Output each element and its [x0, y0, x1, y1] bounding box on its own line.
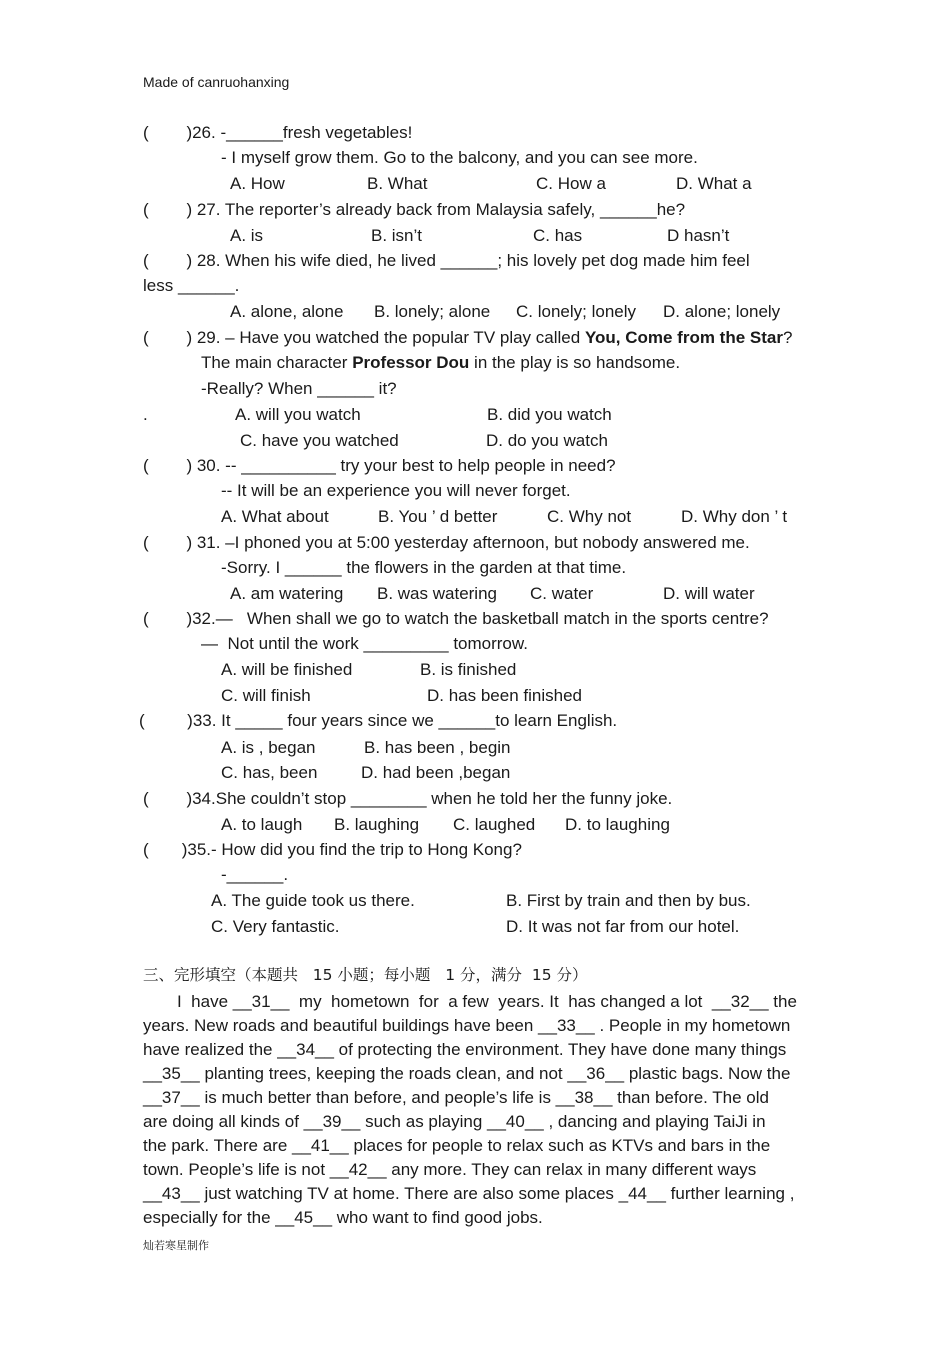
option-28-a: A. alone, alone [230, 302, 344, 321]
option-32-c: C. will finish [221, 686, 311, 705]
response-35: -______. [221, 865, 289, 884]
option-31-d: D. will water [663, 584, 755, 603]
option-32-d: D. has been finished [427, 686, 582, 705]
option-31-c: C. water [530, 584, 594, 603]
option-26-b: B. What [367, 174, 428, 193]
question-26: ( )26. -______fresh vegetables! [143, 123, 413, 142]
option-30-b: B. You ’ d better [378, 507, 498, 526]
option-31-a: A. am watering [230, 584, 344, 603]
question-35: ( )35.- How did you find the trip to Hong Kong? [143, 840, 522, 859]
question-34: ( )34.She couldn’t stop ________ when he told her the funny joke. [143, 789, 673, 808]
option-29-a: A. will you watch [235, 405, 361, 424]
passage-line-6: are doing all kinds of __39__ such as playing __40__ , dancing and playing TaiJi in [143, 1112, 766, 1131]
question-28-cont: less ______. [143, 276, 240, 295]
option-26-d: D. What a [676, 174, 752, 193]
option-34-d: D. to laughing [565, 815, 670, 834]
option-27-b: B. isn’t [371, 226, 423, 245]
question-31: ( ) 31. –I phoned you at 5:00 yesterday afternoon, but nobody answered me. [143, 533, 750, 552]
passage-line-5: __37__ is much better than before, and people’s life is __38__ than before. The old [143, 1088, 769, 1107]
option-29-c: C. have you watched [240, 431, 399, 450]
question-28: ( ) 28. When his wife died, he lived ______; his lovely pet dog made him feel [143, 251, 750, 270]
passage-line-10: especially for the __45__ who want to find good jobs. [143, 1208, 543, 1227]
question-29 [143, 328, 792, 348]
passage-line-3: have realized the __34__ of protecting the environment. They have done many things [143, 1040, 787, 1059]
option-32-a: A. will be finished [221, 660, 353, 679]
footer-text: 灿若寒星制作 [143, 1240, 209, 1252]
option-28-b: B. lonely; alone [374, 302, 491, 321]
option-32-b: B. is finished [420, 660, 517, 679]
option-33-c: C. has, been [221, 763, 318, 782]
option-31-b: B. was watering [377, 584, 497, 603]
response-31: -Sorry. I ______ the flowers in the garden at that time. [221, 558, 627, 577]
option-29-d: D. do you watch [486, 431, 608, 450]
question-29-cont-b: in the play is so handsome. [469, 353, 681, 372]
question-27: ( ) 27. The reporter’s already back from Malaysia safely, ______he? [143, 200, 686, 219]
tv-play-title: You, Come from the Star [584, 328, 783, 347]
option-30-c: C. Why not [547, 507, 632, 526]
option-34-c: C. laughed [453, 815, 536, 834]
option-34-a: A. to laugh [221, 815, 303, 834]
response-30: -- It will be an experience you will never forget. [221, 481, 571, 500]
option-27-d: D hasn’t [667, 226, 730, 245]
option-28-c: C. lonely; lonely [516, 302, 637, 321]
response-26: - I myself grow them. Go to the balcony, and you can see more. [221, 148, 698, 167]
question-29-mark: ? [782, 328, 793, 347]
passage-line-1: I have __31__ my hometown for a few years. It has changed a lot __32__ the [177, 992, 797, 1011]
passage-line-7: the park. There are __41__ places for people to relax such as KTVs and bars in the [143, 1136, 771, 1155]
option-33-a: A. is , began [221, 738, 316, 757]
option-33-b: B. has been , begin [364, 738, 511, 757]
option-35-a: A. The guide took us there. [211, 891, 415, 910]
stray-dot: . [143, 405, 148, 424]
option-33-d: D. had been ,began [361, 763, 511, 782]
option-27-a: A. is [230, 226, 264, 245]
passage-line-4: __35__ planting trees, keeping the roads clean, and not __36__ plastic bags. Now the [143, 1064, 791, 1083]
option-29-b: B. did you watch [487, 405, 612, 424]
question-29-cont [201, 353, 680, 373]
option-28-d: D. alone; lonely [663, 302, 781, 321]
option-30-a: A. What about [221, 507, 329, 526]
response-29: -Really? When ______ it? [201, 379, 397, 398]
question-29-cont-a: The main character [201, 353, 353, 372]
option-26-a: A. How [230, 174, 285, 193]
question-30: ( ) 30. -- __________ try your best to help people in need? [143, 456, 616, 475]
header-text: Made of canruohanxing [143, 74, 290, 90]
question-33: ( )33. It _____ four years since we ______to learn English. [139, 711, 618, 730]
option-27-c: C. has [533, 226, 583, 245]
question-29-text: ( ) 29. – Have you watched the popular TV play called [143, 328, 585, 347]
passage-line-9: __43__ just watching TV at home. There are also some places _44__ further learning , [143, 1184, 795, 1203]
option-26-c: C. How a [536, 174, 606, 193]
response-32: — Not until the work _________ tomorrow. [201, 634, 528, 653]
character-name: Professor Dou [352, 353, 470, 372]
passage-line-8: town. People’s life is not __42__ any more. They can relax in many different ways [143, 1160, 757, 1179]
option-30-d: D. Why don ’ t [681, 507, 788, 526]
option-35-c: C. Very fantastic. [211, 917, 340, 936]
section-3-heading: 三、完形填空（本题共 15 小题；每小题 1 分，满分 15 分） [143, 966, 588, 984]
passage-line-2: years. New roads and beautiful buildings have been __33__ . People in my hometown [143, 1016, 791, 1035]
question-32: ( )32.— When shall we go to watch the basketball match in the sports centre? [143, 609, 769, 628]
option-35-d: D. It was not far from our hotel. [506, 917, 740, 936]
option-34-b: B. laughing [334, 815, 420, 834]
option-35-b: B. First by train and then by bus. [506, 891, 751, 910]
